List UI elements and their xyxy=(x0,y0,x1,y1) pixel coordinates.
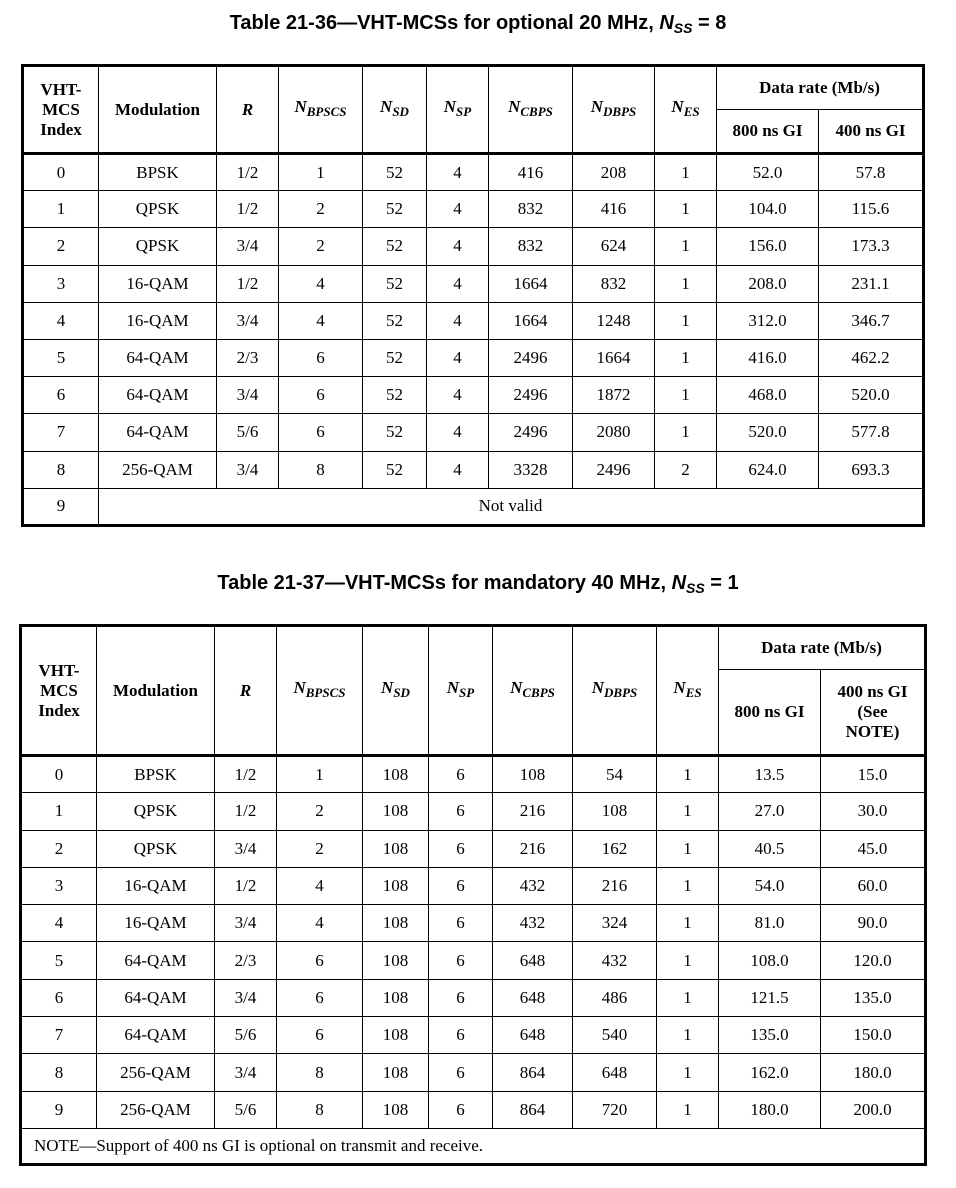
table-cell: 2080 xyxy=(573,414,655,451)
header-gi800: 800 ns GI xyxy=(717,110,819,154)
table-cell: 27.0 xyxy=(719,793,821,830)
table-cell: 4 xyxy=(279,302,363,339)
table-cell: 1 xyxy=(657,867,719,904)
table-cell: 462.2 xyxy=(819,339,924,376)
table-cell: 432 xyxy=(573,942,657,979)
table-cell: 2/3 xyxy=(217,339,279,376)
table-row xyxy=(21,793,926,830)
table-cell: 64-QAM xyxy=(99,414,217,451)
table-row xyxy=(21,1017,926,1054)
table-cell: 6 xyxy=(429,905,493,942)
table-cell: 108 xyxy=(363,1054,429,1091)
header-nes: $N_{ES}$ xyxy=(657,626,719,756)
table-cell: 16-QAM xyxy=(97,905,215,942)
table-cell: 1 xyxy=(655,339,717,376)
table-cell: 2/3 xyxy=(215,942,277,979)
table-cell: 4 xyxy=(427,228,489,265)
table-cell: 4 xyxy=(427,265,489,302)
table-cell: 54.0 xyxy=(719,867,821,904)
table-cell: 1 xyxy=(655,228,717,265)
table-cell: 52 xyxy=(363,451,427,488)
table-cell: 52.0 xyxy=(717,154,819,191)
table-cell: 4 xyxy=(23,302,99,339)
table-cell: 52 xyxy=(363,191,427,228)
table-cell: 208.0 xyxy=(717,265,819,302)
table-cell: 52 xyxy=(363,302,427,339)
table-cell: 173.3 xyxy=(819,228,924,265)
table-cell: 256-QAM xyxy=(99,451,217,488)
table-cell: 108 xyxy=(363,905,429,942)
header-ncbps: $N_{CBPS}$ xyxy=(489,66,573,154)
table-cell: 108 xyxy=(363,867,429,904)
header-gi400: 400 ns GI xyxy=(819,110,924,154)
table-cell: 3/4 xyxy=(215,830,277,867)
table-cell: 2496 xyxy=(489,377,573,414)
table-cell: QPSK xyxy=(99,228,217,265)
table-cell: 6 xyxy=(21,979,97,1016)
table-cell: 30.0 xyxy=(821,793,926,830)
table-cell: 3/4 xyxy=(217,302,279,339)
table2-body xyxy=(21,756,926,1165)
table-cell: 57.8 xyxy=(819,154,924,191)
table-cell: 180.0 xyxy=(821,1054,926,1091)
table-cell: 2 xyxy=(279,228,363,265)
header-gi800: 800 ns GI xyxy=(719,670,821,756)
table-row xyxy=(21,830,926,867)
table-cell: 2496 xyxy=(573,451,655,488)
table-cell: 1664 xyxy=(489,265,573,302)
table-cell: 1 xyxy=(21,793,97,830)
table-cell: 5 xyxy=(21,942,97,979)
table-cell: 45.0 xyxy=(821,830,926,867)
table-cell: 1 xyxy=(657,942,719,979)
table-cell: 8 xyxy=(23,451,99,488)
header-nbpscs: $N_{BPSCS}$ xyxy=(277,626,363,756)
table-cell: 6 xyxy=(429,942,493,979)
header-r: R xyxy=(215,626,277,756)
table1-body xyxy=(23,154,924,526)
table-cell: 108 xyxy=(493,756,573,793)
table-cell: 648 xyxy=(493,942,573,979)
table-cell: 0 xyxy=(21,756,97,793)
table-cell: 135.0 xyxy=(821,979,926,1016)
table-cell: 3 xyxy=(23,265,99,302)
table-cell: 4 xyxy=(427,377,489,414)
table-cell: 4 xyxy=(427,339,489,376)
table1-caption: Table 21-36—VHT-MCSs for optional 20 MHz, $N_{SS} = 8$ xyxy=(229,12,727,36)
table-cell: 648 xyxy=(493,1017,573,1054)
table-cell: 4 xyxy=(427,154,489,191)
table-cell: 90.0 xyxy=(821,905,926,942)
table-row xyxy=(23,265,924,302)
table-cell: 1 xyxy=(279,154,363,191)
table-cell: 520.0 xyxy=(819,377,924,414)
table-cell: 416 xyxy=(489,154,573,191)
table-cell: 648 xyxy=(573,1054,657,1091)
table-cell: 2 xyxy=(277,793,363,830)
header-modulation: Modulation xyxy=(97,626,215,756)
table-cell: 520.0 xyxy=(717,414,819,451)
header-r: R xyxy=(217,66,279,154)
table-cell: 216 xyxy=(493,830,573,867)
table-cell: 1 xyxy=(655,154,717,191)
table-note: NOTE—Support of 400 ns GI is optional on transmit and receive. xyxy=(21,1128,926,1164)
table-cell: 52 xyxy=(363,414,427,451)
table-cell: 1/2 xyxy=(217,265,279,302)
table-cell: 7 xyxy=(21,1017,97,1054)
table-cell: 577.8 xyxy=(819,414,924,451)
table-cell: 162 xyxy=(573,830,657,867)
header-modulation: Modulation xyxy=(99,66,217,154)
table-cell: 16-QAM xyxy=(99,265,217,302)
table-cell: 1/2 xyxy=(217,154,279,191)
table-cell: 256-QAM xyxy=(97,1091,215,1128)
header-nes: $N_{ES}$ xyxy=(655,66,717,154)
header-index: VHT- MCS Index xyxy=(21,626,97,756)
table-cell: 6 xyxy=(429,756,493,793)
table-row xyxy=(23,228,924,265)
table-cell: 416.0 xyxy=(717,339,819,376)
table-cell: 60.0 xyxy=(821,867,926,904)
table-cell: 6 xyxy=(429,793,493,830)
table-cell: 64-QAM xyxy=(99,377,217,414)
table-cell: 156.0 xyxy=(717,228,819,265)
table-cell: 108 xyxy=(363,1017,429,1054)
table-cell: 6 xyxy=(279,377,363,414)
table-cell: 6 xyxy=(429,1091,493,1128)
table-cell: 6 xyxy=(23,377,99,414)
table-cell: 5/6 xyxy=(215,1017,277,1054)
table-row xyxy=(21,942,926,979)
table-cell: 6 xyxy=(429,867,493,904)
table-cell: 1 xyxy=(657,1091,719,1128)
header-ncbps: $N_{CBPS}$ xyxy=(493,626,573,756)
table-cell: QPSK xyxy=(97,793,215,830)
table-cell: 0 xyxy=(23,154,99,191)
table-cell: 216 xyxy=(573,867,657,904)
table-cell: 3328 xyxy=(489,451,573,488)
table-cell: 324 xyxy=(573,905,657,942)
table-cell: 3/4 xyxy=(217,228,279,265)
table-cell: 346.7 xyxy=(819,302,924,339)
table-cell: 6 xyxy=(279,339,363,376)
table-cell: 1 xyxy=(655,302,717,339)
table-cell: 624 xyxy=(573,228,655,265)
table-cell: 1 xyxy=(277,756,363,793)
table-cell: 1 xyxy=(657,979,719,1016)
table-cell: 832 xyxy=(489,228,573,265)
table-cell: 648 xyxy=(493,979,573,1016)
table-cell: QPSK xyxy=(97,830,215,867)
table-cell: 432 xyxy=(493,867,573,904)
table-cell: 6 xyxy=(429,830,493,867)
table-cell: 6 xyxy=(429,1054,493,1091)
table-cell: 1/2 xyxy=(215,793,277,830)
table-cell: 1872 xyxy=(573,377,655,414)
table-cell: 1 xyxy=(23,191,99,228)
table-cell: 5 xyxy=(23,339,99,376)
table-cell: 108 xyxy=(363,979,429,1016)
table-cell: 64-QAM xyxy=(97,942,215,979)
table-cell: 108 xyxy=(363,756,429,793)
table-cell: 1 xyxy=(655,377,717,414)
table-cell: 231.1 xyxy=(819,265,924,302)
table-cell: 3/4 xyxy=(217,377,279,414)
table-cell: 2496 xyxy=(489,414,573,451)
header-nsd: $N_{SD}$ xyxy=(363,66,427,154)
table-cell: 8 xyxy=(21,1054,97,1091)
table-cell: 108 xyxy=(363,1091,429,1128)
table-cell: 8 xyxy=(277,1054,363,1091)
table-cell: 13.5 xyxy=(719,756,821,793)
header-ndbps: $N_{DBPS}$ xyxy=(573,626,657,756)
table-cell: 4 xyxy=(277,867,363,904)
table-row xyxy=(21,979,926,1016)
table-cell: BPSK xyxy=(99,154,217,191)
table-cell: 832 xyxy=(489,191,573,228)
table-cell: 104.0 xyxy=(717,191,819,228)
table-cell: 200.0 xyxy=(821,1091,926,1128)
table-row xyxy=(23,414,924,451)
table-cell: 864 xyxy=(493,1091,573,1128)
table-cell: 3/4 xyxy=(217,451,279,488)
table-cell: 1/2 xyxy=(217,191,279,228)
table-cell: 4 xyxy=(427,414,489,451)
table-cell: 1664 xyxy=(573,339,655,376)
table-row xyxy=(21,756,926,793)
table-cell: 6 xyxy=(279,414,363,451)
table-cell: 6 xyxy=(277,1017,363,1054)
table-cell: 540 xyxy=(573,1017,657,1054)
table-cell: 115.6 xyxy=(819,191,924,228)
table-cell: 4 xyxy=(279,265,363,302)
table-cell: 4 xyxy=(427,191,489,228)
table-cell: 52 xyxy=(363,377,427,414)
table-cell: 468.0 xyxy=(717,377,819,414)
table-cell: 64-QAM xyxy=(97,979,215,1016)
table-cell: 108 xyxy=(363,942,429,979)
table-cell: 6 xyxy=(429,979,493,1016)
header-nsd: $N_{SD}$ xyxy=(363,626,429,756)
table-cell: 2496 xyxy=(489,339,573,376)
table-cell: 16-QAM xyxy=(99,302,217,339)
table-cell: 1 xyxy=(657,1054,719,1091)
table-cell: 180.0 xyxy=(719,1091,821,1128)
table-cell: 162.0 xyxy=(719,1054,821,1091)
table-cell: 3 xyxy=(21,867,97,904)
table-cell: 135.0 xyxy=(719,1017,821,1054)
table-cell: 4 xyxy=(277,905,363,942)
table-row xyxy=(21,867,926,904)
table-cell: 2 xyxy=(23,228,99,265)
table-cell: 6 xyxy=(277,942,363,979)
table-cell: 64-QAM xyxy=(99,339,217,376)
table-cell: 108 xyxy=(363,793,429,830)
table-cell: 416 xyxy=(573,191,655,228)
table-cell: 16-QAM xyxy=(97,867,215,904)
header-data-rate: Data rate (Mb/s) xyxy=(717,66,924,110)
table-cell: 1 xyxy=(655,414,717,451)
table-row xyxy=(23,302,924,339)
header-ndbps: $N_{DBPS}$ xyxy=(573,66,655,154)
table-note-row xyxy=(21,1128,926,1164)
table-cell: 52 xyxy=(363,154,427,191)
table-row xyxy=(21,1054,926,1091)
table-cell: 832 xyxy=(573,265,655,302)
table-cell: 108.0 xyxy=(719,942,821,979)
table-row-invalid xyxy=(23,488,924,525)
table-cell: 40.5 xyxy=(719,830,821,867)
table-cell: 2 xyxy=(655,451,717,488)
table-cell: 9 xyxy=(21,1091,97,1128)
table-cell: 208 xyxy=(573,154,655,191)
table-cell: 2 xyxy=(277,830,363,867)
table-cell: 312.0 xyxy=(717,302,819,339)
table1 xyxy=(21,64,925,527)
table-cell: 5/6 xyxy=(217,414,279,451)
table-cell: 81.0 xyxy=(719,905,821,942)
table-cell: 720 xyxy=(573,1091,657,1128)
table-cell: 5/6 xyxy=(215,1091,277,1128)
table-cell: 7 xyxy=(23,414,99,451)
table2 xyxy=(19,624,927,1166)
table-row xyxy=(23,191,924,228)
table-cell: 52 xyxy=(363,228,427,265)
header-index: VHT- MCS Index xyxy=(23,66,99,154)
table2-caption: Table 21-37—VHT-MCSs for mandatory 40 MHz, $N_{SS} = 1$ xyxy=(217,572,739,596)
table-cell: 6 xyxy=(429,1017,493,1054)
table-cell: 3/4 xyxy=(215,979,277,1016)
table-cell: 108 xyxy=(573,793,657,830)
table-cell: 4 xyxy=(21,905,97,942)
table-cell: 1/2 xyxy=(215,867,277,904)
table-cell: 8 xyxy=(279,451,363,488)
header-nbpscs: $N_{BPSCS}$ xyxy=(279,66,363,154)
header-nsp: $N_{SP}$ xyxy=(427,66,489,154)
table-cell: 4 xyxy=(427,302,489,339)
not-valid-cell: Not valid xyxy=(99,488,924,525)
table-cell: 6 xyxy=(277,979,363,1016)
table-cell: 1248 xyxy=(573,302,655,339)
table-cell: 1664 xyxy=(489,302,573,339)
table-cell: 1 xyxy=(657,793,719,830)
table-cell: 52 xyxy=(363,265,427,302)
table-cell: 1 xyxy=(655,191,717,228)
table-cell: 9 xyxy=(23,488,99,525)
header-nsp: $N_{SP}$ xyxy=(429,626,493,756)
table-row xyxy=(21,905,926,942)
table-cell: 624.0 xyxy=(717,451,819,488)
table-cell: 693.3 xyxy=(819,451,924,488)
table-row xyxy=(23,451,924,488)
table-cell: 150.0 xyxy=(821,1017,926,1054)
table-cell: 256-QAM xyxy=(97,1054,215,1091)
table-cell: 8 xyxy=(277,1091,363,1128)
table-cell: 15.0 xyxy=(821,756,926,793)
table-cell: 52 xyxy=(363,339,427,376)
table-row xyxy=(23,154,924,191)
table-cell: 64-QAM xyxy=(97,1017,215,1054)
table-cell: 3/4 xyxy=(215,905,277,942)
table-cell: 108 xyxy=(363,830,429,867)
table-cell: QPSK xyxy=(99,191,217,228)
header-data-rate: Data rate (Mb/s) xyxy=(719,626,926,670)
table-cell: 1/2 xyxy=(215,756,277,793)
table-cell: 1 xyxy=(657,1017,719,1054)
table-cell: 54 xyxy=(573,756,657,793)
header-gi400: 400 ns GI (See NOTE) xyxy=(821,670,926,756)
table-cell: 2 xyxy=(279,191,363,228)
table-cell: 1 xyxy=(657,905,719,942)
table-row xyxy=(23,339,924,376)
table-cell: 3/4 xyxy=(215,1054,277,1091)
table-cell: 120.0 xyxy=(821,942,926,979)
table-row xyxy=(21,1091,926,1128)
table-cell: 1 xyxy=(657,756,719,793)
table-cell: 1 xyxy=(655,265,717,302)
table-cell: 864 xyxy=(493,1054,573,1091)
table-cell: BPSK xyxy=(97,756,215,793)
table-row xyxy=(23,377,924,414)
table-cell: 432 xyxy=(493,905,573,942)
table-cell: 486 xyxy=(573,979,657,1016)
table-cell: 216 xyxy=(493,793,573,830)
table-cell: 4 xyxy=(427,451,489,488)
table-cell: 1 xyxy=(657,830,719,867)
table-cell: 121.5 xyxy=(719,979,821,1016)
table-cell: 2 xyxy=(21,830,97,867)
